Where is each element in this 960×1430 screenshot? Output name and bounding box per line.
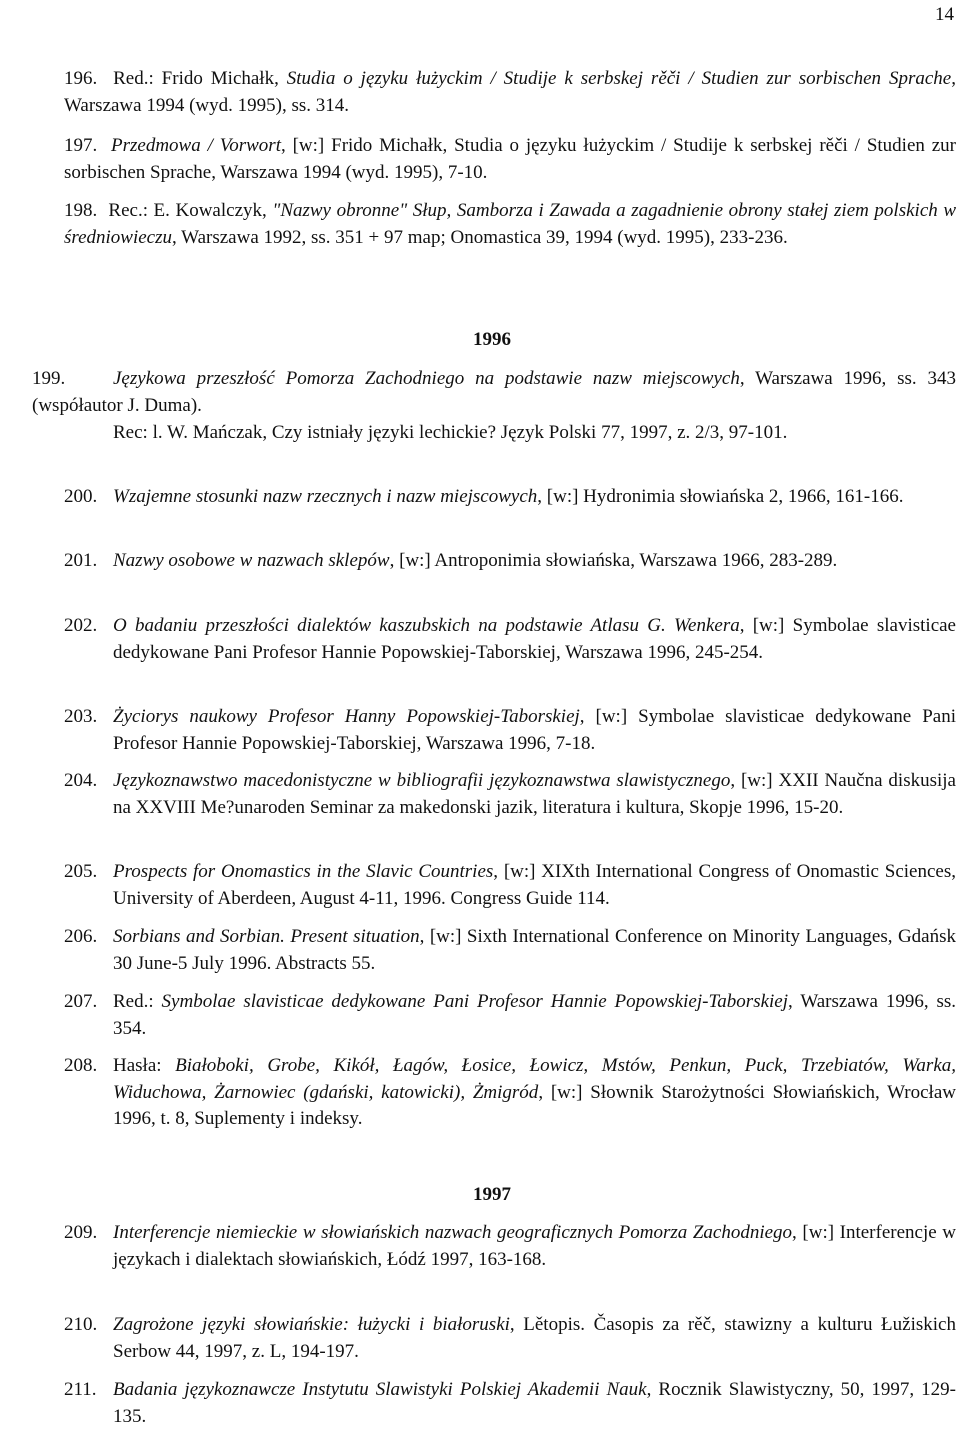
entry-number: 201. bbox=[64, 550, 98, 571]
entry-title: Zagrożone języki słowiańskie: łużycki i białoruski bbox=[113, 1314, 510, 1335]
entry-208 bbox=[64, 1053, 956, 1133]
entry-details: , [w:] XIXth International Congress of Onomastic Sciences, University of Aberdeen, August 4-11, 1996. Congress Guide 114. bbox=[113, 861, 956, 909]
entry-200 bbox=[64, 484, 956, 511]
entry-title: Białoboki, Grobe, Kikół, Łagów, Łosice, Łowicz, Mstów, Penkun, Puck, Trzebiatów, Warka, Widuchowa, Żarnowiec (gdański, katowicki), Żmigród bbox=[113, 1055, 956, 1103]
entry-details: , [w:] Słownik Starożytności Słowiańskich, Wrocław 1996, t. 8, Suplementy i indeksy. bbox=[113, 1081, 956, 1129]
entry-number: 209. bbox=[64, 1222, 98, 1243]
entry-details: , [w:] Hydronimia słowiańska 2, 1966, 161-166. bbox=[537, 486, 904, 507]
entry-207 bbox=[64, 989, 956, 1042]
year-heading-1996: 1996 bbox=[473, 329, 511, 350]
entry-details: , [w:] Frido Michałk, Studia o języku łużyckim / Studije k serbskej rěči / Studien zur sorbischen Sprache, Warszawa 1994 (wyd. 1995), 7-10. bbox=[64, 135, 957, 183]
entry-number: 204. bbox=[64, 770, 98, 791]
entry-number: 203. bbox=[64, 706, 98, 727]
entry-title: O badaniu przeszłości dialektów kaszubskich na podstawie Atlasu G. Wenkera bbox=[113, 615, 740, 636]
entry-number: 199. bbox=[32, 368, 66, 389]
entry-details: , [w:] Symbolae slavisticae dedykowane Pani Profesor Hannie Popowskiej-Taborskiej, Warszawa 1996, 245-254. bbox=[113, 615, 956, 663]
entry-number: 198. bbox=[64, 200, 98, 221]
entry-204 bbox=[64, 768, 956, 821]
entry-title: Życiorys naukowy Profesor Hanny Popowskiej-Taborskiej bbox=[113, 706, 580, 727]
entry-title: Interferencje niemieckie w słowiańskich nazwach geograficznych Pomorza Zachodniego bbox=[113, 1222, 793, 1243]
entry-199 bbox=[32, 366, 956, 419]
entry-details: , Warszawa 1996, ss. 343 (współautor J. Duma). bbox=[32, 368, 956, 416]
entry-210 bbox=[64, 1312, 956, 1365]
entry-details: , [w:] Symbolae slavisticae dedykowane Pani Profesor Hannie Popowskiej-Taborskiej, Warszawa 1996, 7-18. bbox=[113, 706, 956, 754]
entry-number: 211. bbox=[64, 1379, 97, 1400]
entry-prefix: Rec.: E. Kowalczyk, bbox=[108, 200, 273, 221]
entry-number: 202. bbox=[64, 615, 98, 636]
entry-number: 200. bbox=[64, 486, 98, 507]
entry-prefix: Red.: bbox=[113, 991, 162, 1012]
entry-details: , Warszawa 1996, ss. 354. bbox=[113, 991, 957, 1039]
entry-title: "Nazwy obronne" Słup, Samborza i Zawada a zagadnienie obrony stałej ziem polskich w średniowieczu bbox=[64, 200, 957, 248]
entry-198 bbox=[64, 198, 956, 251]
entry-details: , Warszawa 1992, ss. 351 + 97 map; Onomastica 39, 1994 (wyd. 1995), 233-236. bbox=[172, 226, 788, 248]
entry-title: Sorbians and Sorbian. Present situation bbox=[113, 926, 420, 947]
entry-203 bbox=[64, 704, 956, 757]
entry-number: 205. bbox=[64, 861, 98, 882]
entry-number: 207. bbox=[64, 991, 98, 1012]
entry-199-review bbox=[64, 420, 956, 447]
entry-details: , [w:] Sixth International Conference on Minority Languages, Gdańsk 30 June-5 July 1996. Abstracts 55. bbox=[113, 926, 956, 974]
entry-details: , [w:] Interferencje w językach i dialektach słowiańskich, Łódź 1997, 163-168. bbox=[113, 1222, 956, 1270]
entry-title: Wzajemne stosunki nazw rzecznych i nazw miejscowych bbox=[113, 486, 538, 507]
entry-details: , [w:] XXII Naučna diskusija na XXVIII Me?unaroden Seminar za makedonski jazik, literatura i kultura, Skopje 1996, 15-20. bbox=[113, 770, 956, 818]
entry-201 bbox=[64, 548, 956, 575]
entry-prefix: Red.: Frido Michałk, bbox=[113, 68, 287, 89]
entry-number: 208. bbox=[64, 1055, 98, 1076]
entry-211 bbox=[64, 1377, 956, 1430]
entry-prefix: Hasła: bbox=[113, 1055, 176, 1076]
entry-number: 206. bbox=[64, 926, 98, 947]
entry-197 bbox=[64, 133, 956, 186]
page-number: 14 bbox=[935, 4, 954, 25]
entry-title: Studia o języku łużyckim / Studije k serbskej rěči / Studien zur sorbischen Sprache bbox=[286, 68, 952, 89]
entry-202 bbox=[64, 613, 956, 666]
entry-209 bbox=[64, 1220, 956, 1273]
entry-205 bbox=[64, 859, 956, 912]
entry-title: Prospects for Onomastics in the Slavic Countries bbox=[113, 861, 494, 882]
entry-title: Badania językoznawcze Instytutu Slawistyki Polskiej Akademii Nauk bbox=[113, 1379, 647, 1400]
entry-number: 210. bbox=[64, 1314, 98, 1335]
entry-number: 197. bbox=[64, 135, 98, 156]
entry-title: Językowa przeszłość Pomorza Zachodniego na podstawie nazw miejscowych bbox=[113, 368, 740, 389]
entry-title: Symbolae slavisticae dedykowane Pani Profesor Hannie Popowskiej-Taborskiej bbox=[161, 991, 789, 1012]
entry-title: Nazwy osobowe w nazwach sklepów bbox=[113, 550, 390, 571]
entry-title: Przedmowa / Vorwort bbox=[111, 135, 281, 156]
entry-details: , Rocznik Slawistyczny, 50, 1997, 129-135. bbox=[113, 1379, 956, 1427]
entry-details: , Lětopis. Časopis za rěč, stawizny a kulturu Łužiskich Serbow 44, 1997, z. L, 194-197. bbox=[113, 1314, 956, 1362]
entry-details: , [w:] Antroponimia słowiańska, Warszawa 1966, 283-289. bbox=[389, 550, 838, 571]
entry-details: , Warszawa 1994 (wyd. 1995), ss. 314. bbox=[64, 68, 956, 116]
entry-number: 196. bbox=[64, 68, 98, 89]
review-note: Rec: l. W. Mańczak, Czy istniały języki lechickie? Język Polski 77, 1997, z. 2/3, 97-101. bbox=[113, 422, 788, 443]
entry-196 bbox=[64, 66, 956, 119]
year-heading-1997: 1997 bbox=[473, 1184, 511, 1205]
entry-206 bbox=[64, 924, 956, 977]
entry-title: Językoznawstwo macedonistyczne w bibliografii językoznawstwa slawistycznego bbox=[113, 770, 731, 791]
